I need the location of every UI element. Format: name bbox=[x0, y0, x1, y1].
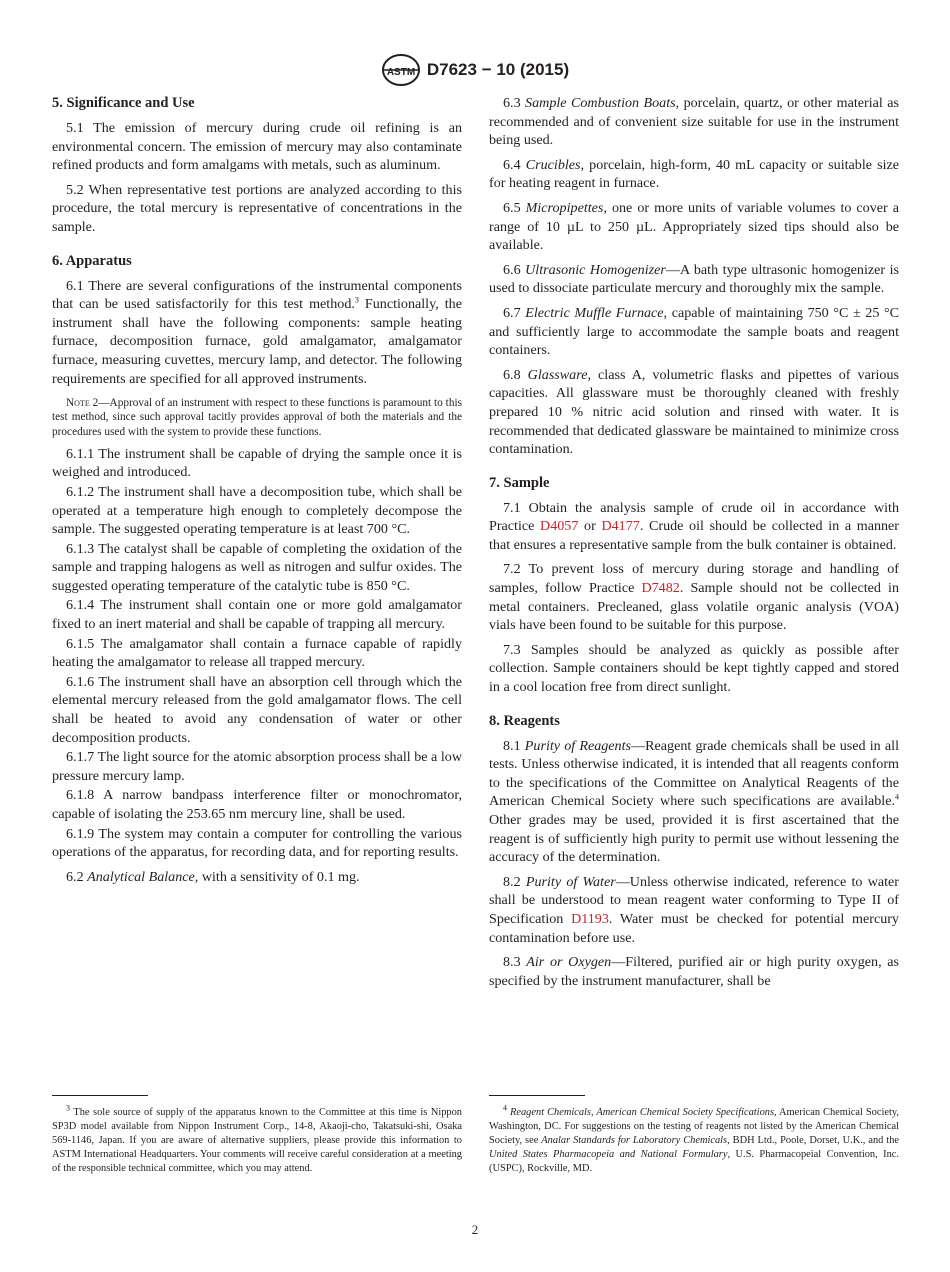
link-d4057[interactable]: D4057 bbox=[540, 518, 579, 535]
page-number: 2 bbox=[471, 1222, 479, 1237]
section-5-heading: 5. Significance and Use bbox=[52, 95, 195, 111]
section-7-heading: 7. Sample bbox=[489, 474, 550, 491]
astm-logo-icon bbox=[381, 53, 421, 87]
paragraph-6-1-7: 6.1.7 The light source for the atomic absorption process shall be a low pressure mercury lamp. bbox=[52, 749, 462, 784]
link-d1193[interactable]: D1193 bbox=[571, 910, 609, 927]
svg-text:ASTM: ASTM bbox=[386, 67, 416, 78]
paragraph-7-2: 7.2 To prevent loss of mercury during storage and handling of samples, follow Practice D7482. Sample should not be collected in metal containers. Precleaned, glass volatile organic analysis (VOA) vials have been found to be suitable for this purpose. bbox=[489, 561, 899, 634]
footnote-3: $^3$ The sole source of supply of the apparatus known to the Committee at this time is Nippon SP3D model available from Nippon Instrument Corp., 14-8, Akaoji-cho, Takatsuki-shi, Osaka 569-1146, Japan. If you are aware of alternative suppliers, please provide this information to ASTM International Headquarters. Your comments will receive careful consideration at a meeting of the responsible technical committee, which you may attend. bbox=[52, 1103, 462, 1175]
paragraph-6-3: 6.3 Sample Combustion Boats, porcelain, quartz, or other material as recommended and of convenient size suitable for use in the instrument being used. bbox=[489, 95, 900, 149]
paragraph-8-2: 8.2 Purity of Water—Unless otherwise indicated, reference to water shall be understood to mean reagent water conforming to Type II of Specification D1193. Water must be checked for potential mercury contamination before use. bbox=[489, 873, 899, 946]
link-d4177[interactable]: D4177 bbox=[601, 518, 640, 535]
paragraph-6-1-2: 6.1.2 The instrument shall have a decomposition tube, which shall be operated at a temperature high enough to completely decompose the sample. The suggested operating temperature is at least 700 °C. bbox=[52, 483, 462, 538]
page-header bbox=[0, 52, 950, 88]
footnote-4: $^4$ Reagent Chemicals, American Chemical Society Specifications, American Chemical Society, Washington, DC. For suggestions on the testing of reagents not listed by the American Chemical Society, see Analar Standards for Laboratory Chemicals, BDH Ltd., Poole, Dorset, U.K., and the United States Pharmacopeia and National Formulary, U.S. Pharmacopeial Convention, Inc. (USPC), Rockville, MD. bbox=[489, 1103, 899, 1175]
paragraph-6-5: 6.5 Micropipettes, one or more units of variable volumes to cover a range of 10 µL to 250 µL. Appropriately sized tips should also be available. bbox=[489, 199, 899, 254]
section-8-heading: 8. Reagents bbox=[489, 712, 560, 729]
paragraph-6-8: 6.8 Glassware, class A, volumetric flasks and pipettes of various capacities. All glassware must be thoroughly cleaned with freshly prepared 10 % nitric acid solution and rinsed with water. It is recommended that dedicated glassware be maintained to minimize cross contamination. bbox=[489, 366, 900, 458]
paragraph-6-7: 6.7 Electric Muffle Furnace, capable of maintaining 750 °C ± 25 °C and sufficiently large to accommodate the sample boats and reagent containers. bbox=[489, 304, 900, 359]
footnote-ref-3: 3 bbox=[354, 295, 359, 305]
paragraph-6-1-3: 6.1.3 The catalyst shall be capable of completing the oxidation of the sample and trapping halogens as well as nitrogen and sulfur oxides. The suggested operating temperature of the catalytic tube is 850 °C. bbox=[52, 540, 462, 594]
paragraph-6-1-1: 6.1.1 The instrument shall be capable of drying the sample once it is weighed and introduced. bbox=[52, 445, 462, 481]
paragraph-6-6: 6.6 Ultrasonic Homogenizer—A bath type ultrasonic homogenizer is used to dissociate particulate mercury and thoroughly mix the sample. bbox=[489, 261, 899, 297]
link-d7482[interactable]: D7482 bbox=[641, 580, 680, 597]
paragraph-6-1: 6.1 There are several configurations of the instrumental components that can be used satisfactorily for this test method.$^3$ Functionally, the instrument shall have the following components: sample heating furnace, decomposition furnace, gold amalgamator, amalgamator furnace, measuring cuvettes, mercury lamp, and detector. The following requirements are specified for all approved instruments. bbox=[52, 277, 462, 387]
footnote-ref-4: 4 bbox=[895, 792, 899, 802]
paragraph-6-1-9: 6.1.9 The system may contain a computer for controlling the various operations of the apparatus, for recording data, and for reporting results. bbox=[52, 825, 462, 861]
paragraph-8-3: 8.3 Air or Oxygen—Filtered, purified air or high purity oxygen, as specified by the instrument manufacturer, shall be bbox=[489, 954, 899, 989]
paragraph-8-1: 8.1 Purity of Reagents—Reagent grade chemicals shall be used in all tests. Unless otherwise indicated, it is intended that all reagents conform to the specifications of the Committee on Analytical Reagents of the American Chemical Society where such specifications are available.$^4$ Other grades may be used, provided it is first ascertained that the reagent is of sufficiently high purity to permit use without lessening the accuracy of the determination. bbox=[489, 737, 899, 866]
paragraph-6-4: 6.4 Crucibles, porcelain, high-form, 40 mL capacity or suitable size for heating reagent in furnace. bbox=[489, 156, 900, 192]
paragraph-7-1: 7.1 Obtain the analysis sample of crude oil in accordance with Practice D4057 or D4177. Crude oil should be collected in a manner that ensures a representative sample from the bulk container is obtained. bbox=[489, 499, 899, 553]
paragraph-7-3: 7.3 Samples should be analyzed as quickly as possible after collection. Sample containers should be kept tightly capped and stored in a cool location free from direct sunlight. bbox=[489, 641, 899, 696]
right-column bbox=[489, 94, 899, 996]
note-2: Note 2—Approval of an instrument with respect to these functions is paramount to this test method, since such approval tacitly provides approval of both the materials and the procedures used with the system to provide these functions. bbox=[52, 397, 462, 438]
paragraph-5-1: 5.1 The emission of mercury during crude oil refining is an environmental concern. The emission of mercury may also contaminate refined products and form amalgams with metals, such as aluminum. bbox=[52, 120, 462, 174]
paragraph-6-1-8: 6.1.8 A narrow bandpass interference filter or monochromator, capable of isolating the 253.65 nm mercury line, shall be used. bbox=[52, 787, 462, 823]
paragraph-6-1-4: 6.1.4 The instrument shall contain one or more gold amalgamator fixed to an inert material and shall be capable of trapping all mercury. bbox=[52, 597, 462, 633]
left-column bbox=[52, 94, 462, 892]
paragraph-6-1-6: 6.1.6 The instrument shall have an absorption cell through which the elemental mercury released from the gold amalgamator flows. The cell shall be heated to avoid any condensation of water or other decomposition products. bbox=[52, 673, 462, 746]
paragraph-5-2: 5.2 When representative test portions are analyzed according to this procedure, the total mercury is representative of concentrations in the sample. bbox=[52, 181, 462, 235]
section-6-heading: 6. Apparatus bbox=[52, 252, 132, 269]
paragraph-6-2: 6.2 Analytical Balance, with a sensitivity of 0.1 mg. bbox=[66, 868, 360, 885]
footnote-divider-left bbox=[52, 1095, 148, 1096]
document-designation: D7623 − 10 (2015) bbox=[426, 60, 570, 79]
footnote-divider-right bbox=[489, 1095, 585, 1096]
paragraph-6-1-5: 6.1.5 The amalgamator shall contain a furnace capable of rapidly heating the amalgamator to release all trapped mercury. bbox=[52, 635, 462, 671]
